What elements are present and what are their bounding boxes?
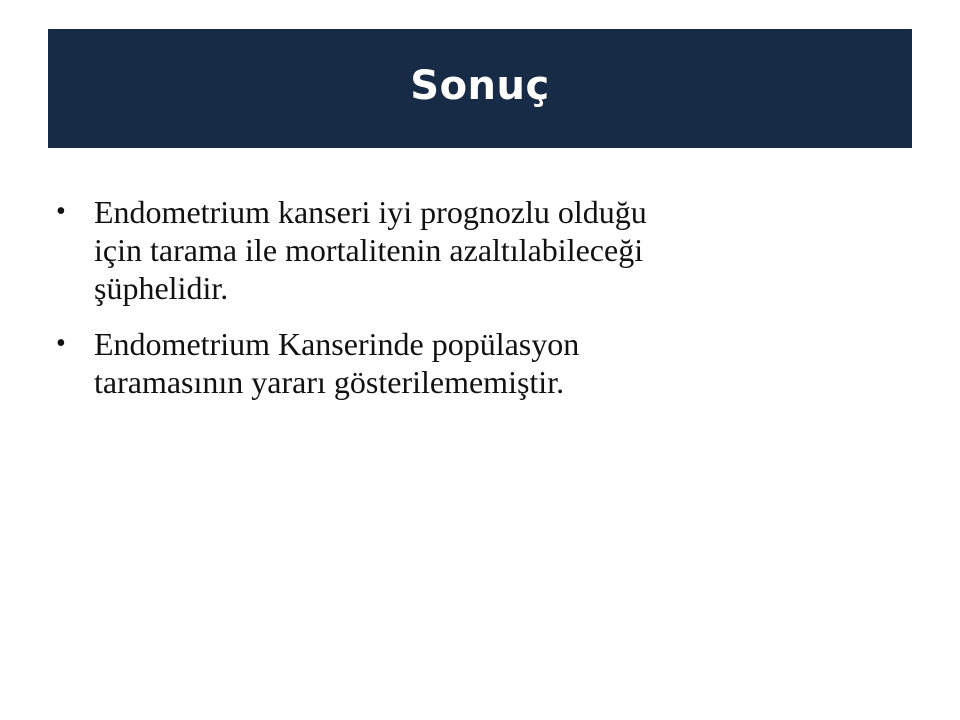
title-bar (48, 29, 912, 148)
bullet-list (56, 193, 856, 419)
bullet-line: şüphelidir. (94, 270, 229, 306)
bullet-line: Endometrium kanseri iyi prognozlu olduğu (94, 194, 647, 230)
bullet-line: için tarama ile mortalitenin azaltılabileceği (94, 232, 644, 268)
bullet-line: Endometrium Kanserinde popülasyon (94, 326, 580, 362)
bullet-icon: • (56, 196, 66, 227)
slide-title: Sonuç (410, 62, 550, 109)
bullet-item (56, 325, 856, 401)
bullet-line: taramasının yararı gösterilememiştir. (94, 364, 565, 400)
bullet-icon: • (56, 328, 66, 359)
bullet-item (56, 193, 856, 307)
